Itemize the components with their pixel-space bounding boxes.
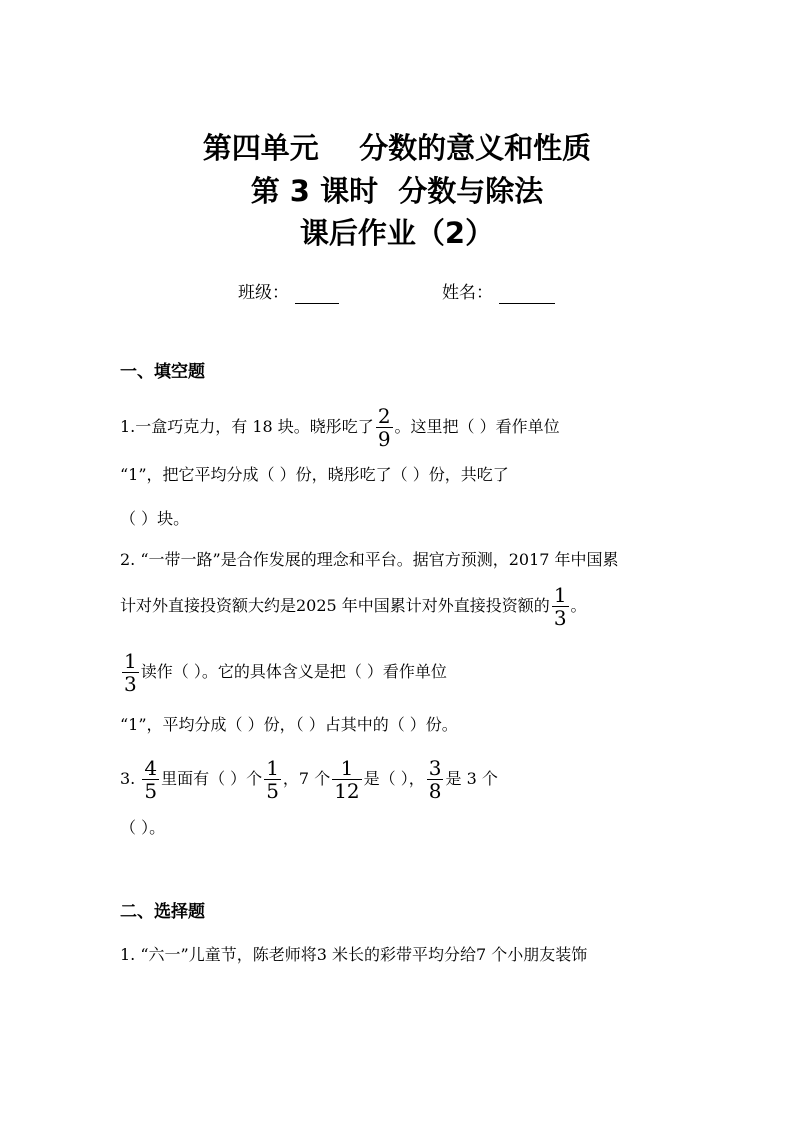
fraction-3-8 xyxy=(427,757,444,802)
homework-title: 课后作业（2） xyxy=(299,216,495,250)
fraction-denominator: 3 xyxy=(553,606,567,630)
question-text: 。这里把（ ）看作单位 xyxy=(394,417,560,436)
question-2-line-4: “1”，平均分成（ ）份，（ ）占其中的（ ）份。 xyxy=(120,715,458,734)
question-1-line-3: （ ）块。 xyxy=(120,509,190,528)
question-3-line-2: （ ）。 xyxy=(120,818,166,837)
question-2-line-3 xyxy=(120,650,447,695)
fraction-numerator: 1 xyxy=(266,756,279,780)
question-text: 1.一盒巧克力，有 18 块。晓彤吃了 xyxy=(120,417,374,436)
choice-question-1-line-1: 1. “六一”儿童节，陈老师将3 米长的彩带平均分给7 个小朋友装饰 xyxy=(120,945,588,964)
class-label: 班级： xyxy=(238,283,289,303)
unit-title: 第四单元 分数的意义和性质 xyxy=(202,131,592,165)
fraction-denominator: 5 xyxy=(266,779,279,803)
fraction-denominator: 5 xyxy=(144,779,158,803)
fraction-denominator: 8 xyxy=(428,779,442,803)
fraction-denominator: 9 xyxy=(377,427,391,451)
question-text: 计对外直接投资额大约是2025 年中国累计对外直接投资额的 xyxy=(120,596,550,615)
fraction-4-5 xyxy=(142,757,159,802)
fraction-1-3 xyxy=(552,584,569,629)
class-blank[interactable] xyxy=(295,285,339,304)
fraction-numerator: 1 xyxy=(340,756,354,780)
fraction-denominator: 12 xyxy=(334,779,360,803)
name-blank[interactable] xyxy=(499,285,555,304)
lesson-title: 第 3 课时 分数与除法 xyxy=(250,174,544,208)
question-2-line-1: 2. “一带一路”是合作发展的理念和平台。据官方预测，2017 年中国累 xyxy=(120,550,619,569)
question-text: 是 3 个 xyxy=(445,769,498,788)
name-field xyxy=(442,282,555,304)
fraction-1-12 xyxy=(332,757,361,802)
section-fill-in-heading: 一、填空题 xyxy=(120,362,205,382)
question-text: 里面有（ ）个 xyxy=(161,769,263,788)
question-text: 是（ ）， xyxy=(363,769,425,788)
question-2-line-2 xyxy=(120,584,587,629)
fraction-numerator: 3 xyxy=(428,756,442,780)
class-field xyxy=(238,282,339,304)
question-text: 读作（ ）。它的具体含义是把（ ）看作单位 xyxy=(140,662,447,681)
section-multiple-choice-heading: 二、选择题 xyxy=(120,902,205,922)
question-text: ，7 个 xyxy=(282,769,331,788)
fraction-numerator: 1 xyxy=(124,649,137,673)
question-1-line-2: “1”，把它平均分成（ ）份，晓彤吃了（ ）份，共吃了 xyxy=(120,465,509,484)
name-label: 姓名： xyxy=(442,283,493,303)
fraction-1-5 xyxy=(264,757,281,802)
question-1-line-1 xyxy=(120,405,560,450)
fraction-1-3 xyxy=(122,650,139,695)
fraction-denominator: 3 xyxy=(124,672,137,696)
fraction-numerator: 4 xyxy=(144,756,158,780)
fraction-numerator: 2 xyxy=(377,404,391,428)
fraction-2-9 xyxy=(376,405,393,450)
question-text: 3. xyxy=(120,769,141,788)
question-3-line-1 xyxy=(120,757,498,802)
fraction-numerator: 1 xyxy=(553,583,567,607)
question-text: 。 xyxy=(570,596,587,615)
